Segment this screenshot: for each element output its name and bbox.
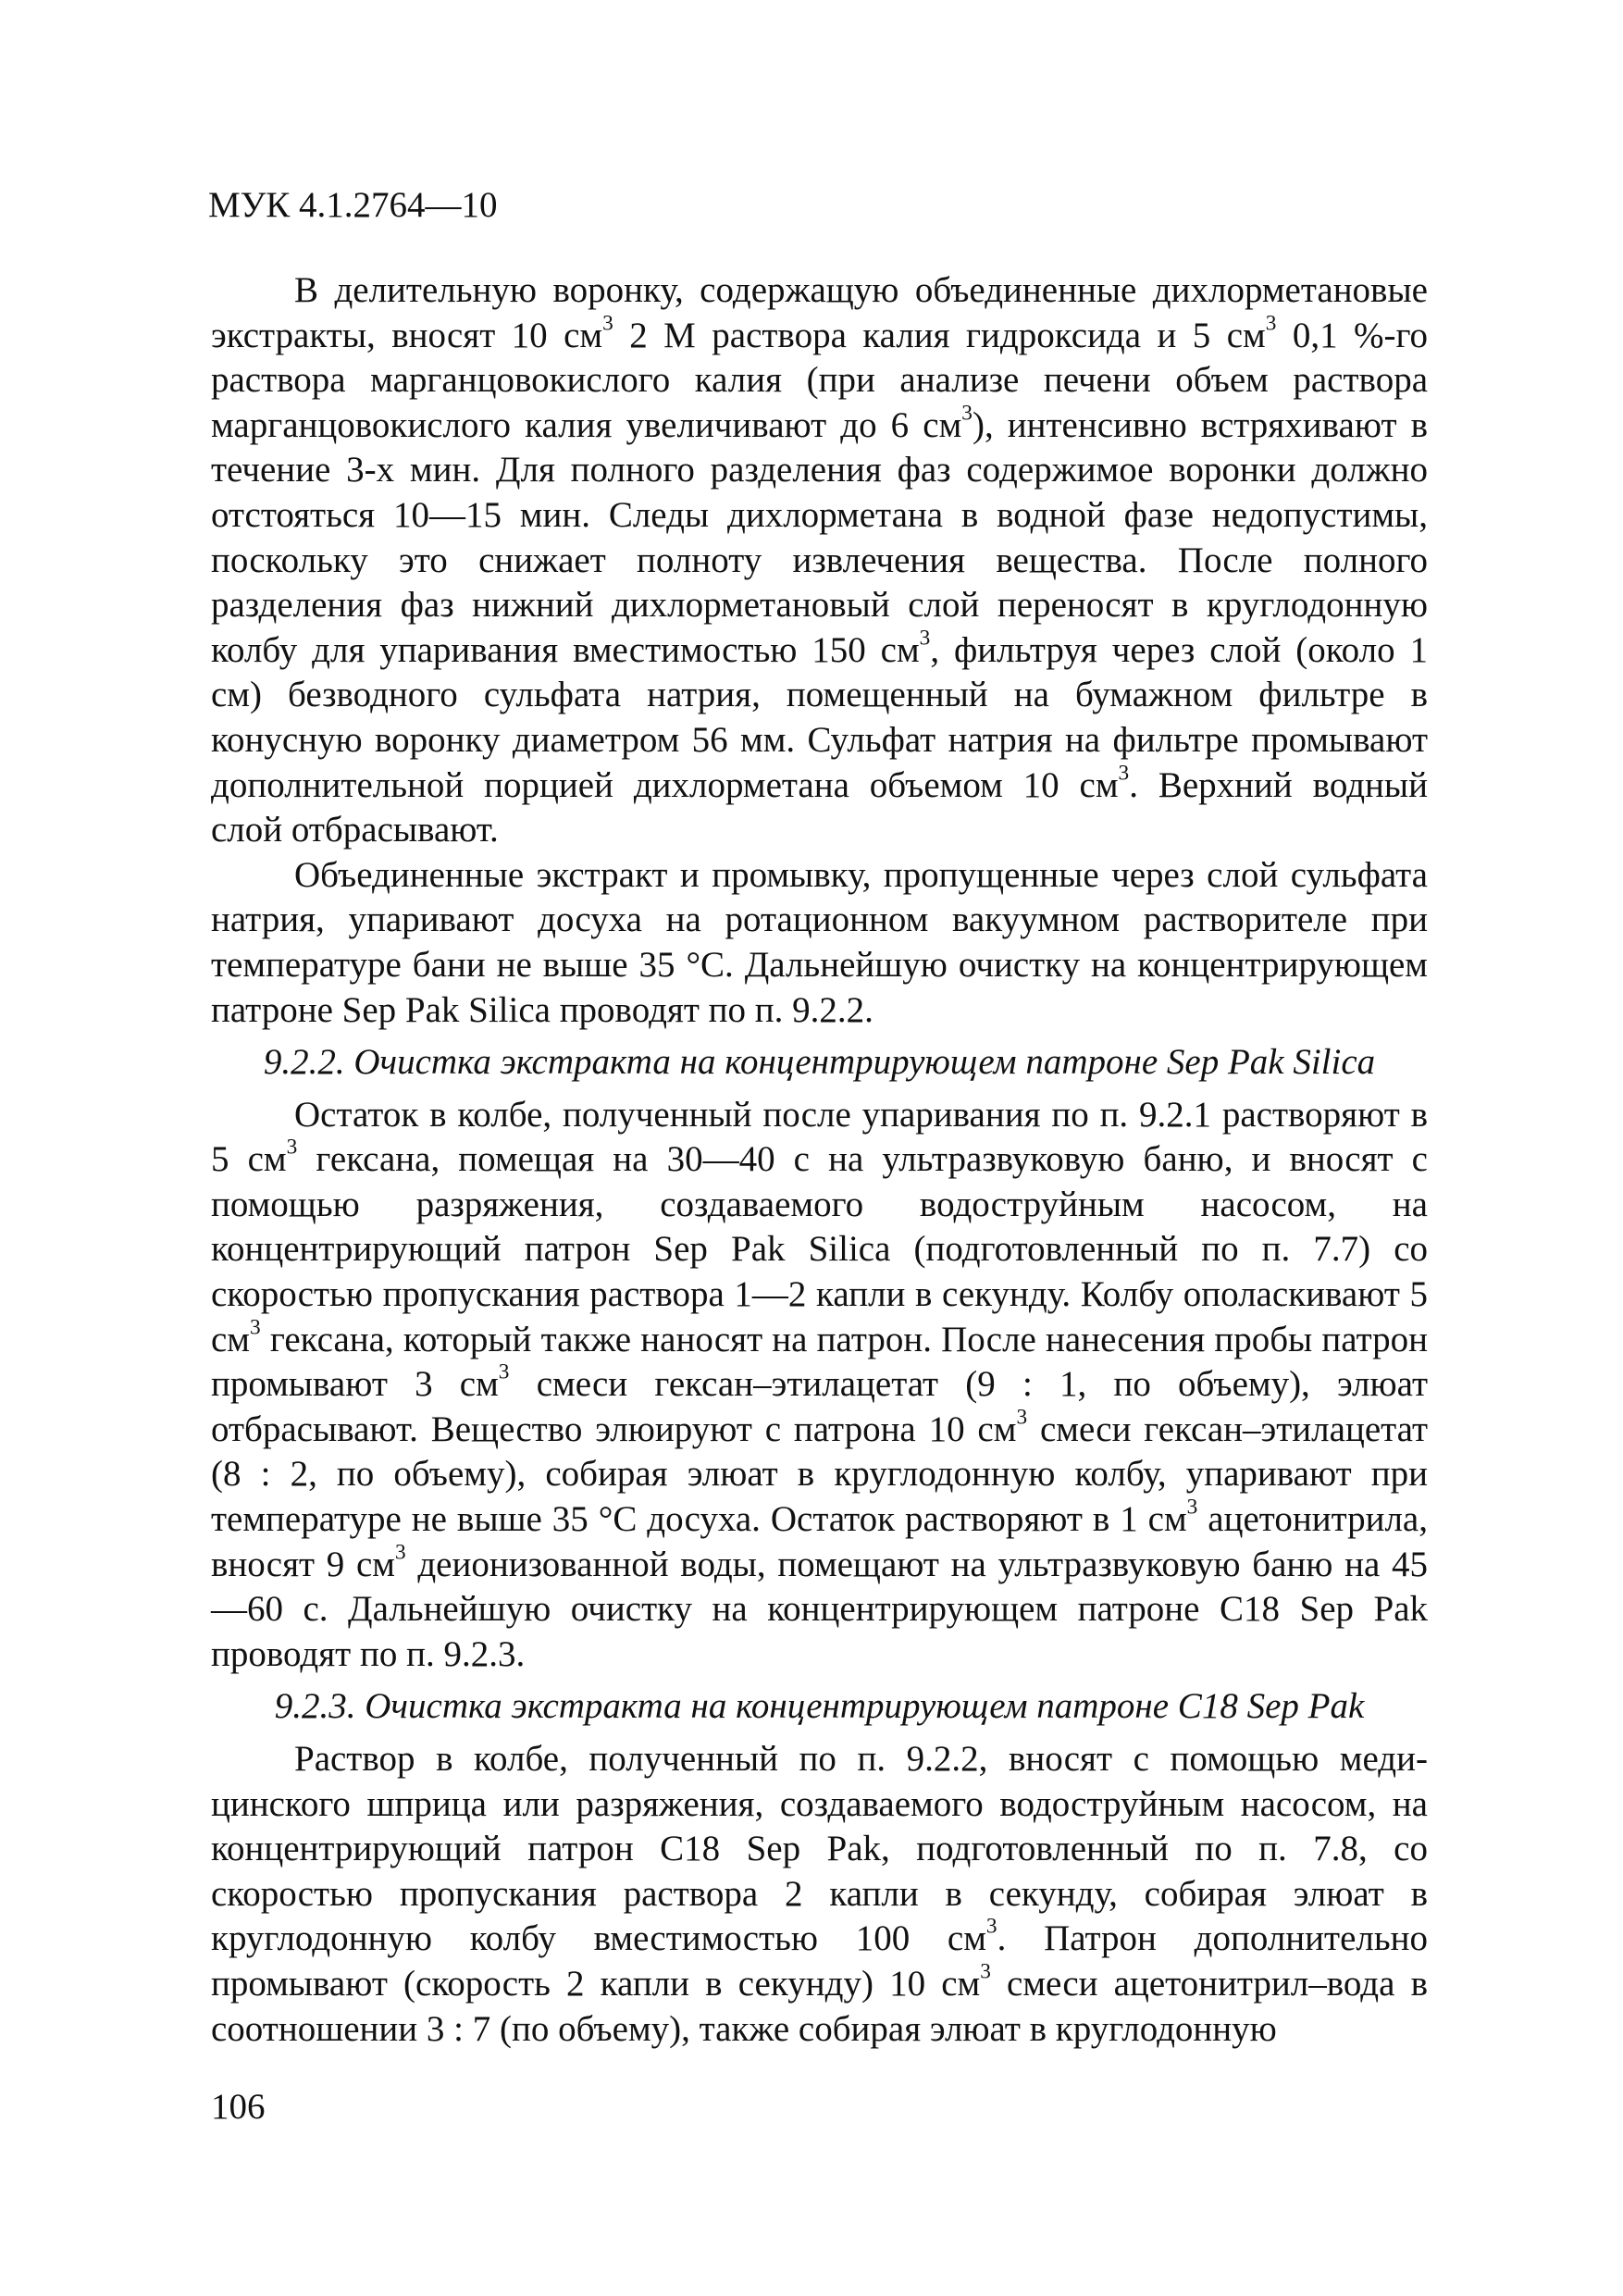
document-code-header: МУК 4.1.2764—10 [208,185,498,225]
text-run: ), интенсивно встряхивают в течение 3-х мин. Для полного разделения фаз содержимое воронки должно отстояться 10—15 мин. Следы дихлорметана в водной фазе недопустимы, поскольку это снижает полноту извлечения вещества. После полного разделения фаз нижний дихлорметановый слой переносят в круглодонную колбу для упаривания вместимостью 150 см [211,404,1428,670]
superscript-exponent: 3 [498,1359,510,1384]
superscript-exponent: 3 [1265,310,1277,335]
superscript-exponent: 3 [394,1539,406,1564]
superscript-exponent: 3 [985,1914,997,1939]
body-paragraph [211,1737,1428,2052]
superscript-exponent: 3 [1186,1495,1198,1520]
superscript-exponent: 3 [602,310,613,335]
section-heading [211,1684,1428,1730]
text-run: Объединенные экстракт и промывку, пропущенные через слой сульфата натрия, упаривают досуха на ротационном вакуумном растворителе при температуре бани не выше 35 °С. Дальнейшую очистку на концентрирующем патроне Sep Pak Silica проводят по п. 9.2.2. [211,854,1428,1030]
text-run: гексана, который также наносят на патрон. После нанесения пробы патрон промывают 3 см [211,1319,1428,1405]
text-run: деионизованной воды, помещают на ультразвуковую баню на 45—60 с. Дальнейшую очистку на концентрирующем патроне С18 Sep Pak проводят по п. 9.2.3. [211,1544,1428,1674]
text-run: гексана, помещая на 30—40 с на ультразвуковую баню, и вносят с помощью разряжения, создаваемого водоструйным насосом, на концентрирующий патрон Sep Pak Silica (подготовленный по п. 7.7) со скоростью пропускания раствора 1—2 капли в секунду. Колбу ополаскивают 5 см [211,1139,1428,1359]
text-run: 9.2.2. Очистка экстракта на концентрирующем патроне Sep Pak Silica [263,1042,1376,1083]
superscript-exponent: 3 [250,1314,261,1339]
superscript-exponent: 3 [961,401,973,426]
page-number: 106 [211,2087,266,2127]
body-paragraph [211,268,1428,853]
text-run: смеси гексан–этилацетат (8 : 2, по объему), собирая элюат в круглодонную колбу, упаривают при температуре не выше 35 °С досуха. Остаток растворяют в 1 см [211,1409,1428,1540]
text-run: . Верхний водный слой отбрасывают. [211,764,1428,850]
superscript-exponent: 3 [286,1135,298,1160]
text-run: В делительную воронку, содержащую объединенные дихлорметановые экстракты, вносят 10 см [211,270,1428,355]
text-run: Остаток в колбе, полученный после упаривания по п. 9.2.1 растворяют в 5 см [211,1094,1428,1180]
text-run: ацетонитрила, вносят 9 см [211,1499,1428,1584]
superscript-exponent: 3 [919,626,931,651]
section-heading [211,1040,1428,1086]
text-run: . Патрон дополнительно промывают (скорость 2 капли в секунду) 10 см [211,1918,1428,2004]
text-run: 2 М раствора калия гидроксида и 5 см [613,315,1266,355]
body-paragraph [211,853,1428,1033]
superscript-exponent: 3 [1016,1405,1028,1430]
document-body [211,268,1428,2052]
text-run: , фильтруя через слой (около 1 см) безводного сульфата натрия, помещенный на бумажном фильтре в конусную воронку диаметром 56 мм. Сульфат натрия на фильтре промывают дополнительной порцией дихлорметана объемом 10 см [211,629,1428,805]
text-run: Раствор в колбе, полученный по п. 9.2.2, вносят с помощью медицинского шприца или разряжения, создаваемого водоструйным насосом, на концентрирующий патрон С18 Sep Pak, подготовленный по п. 7.8, со скоростью пропускания раствора 2 капли в секунду, собирая элюат в круглодонную колбу вместимостью 100 см [211,1739,1428,1959]
body-paragraph [211,1093,1428,1678]
superscript-exponent: 3 [980,1959,991,1984]
text-run: 9.2.3. Очистка экстракта на концентрирующем патроне С18 Sep Pak [274,1686,1365,1727]
text-run: 0,1 %-го раствора марганцовокислого калия (при анализе печени объем раствора марганцовокислого калия увеличивают до 6 см [211,315,1429,445]
text-run: смеси гексан–этилацетат (9 : 1, по объему), элюат отбрасывают. Вещество элюируют с патрона 10 см [211,1364,1428,1449]
text-run: смеси ацетонитрил–вода в соотношении 3 : 7 (по объему), также собирая элюат в круглодонную [211,1963,1428,2049]
superscript-exponent: 3 [1118,760,1130,785]
